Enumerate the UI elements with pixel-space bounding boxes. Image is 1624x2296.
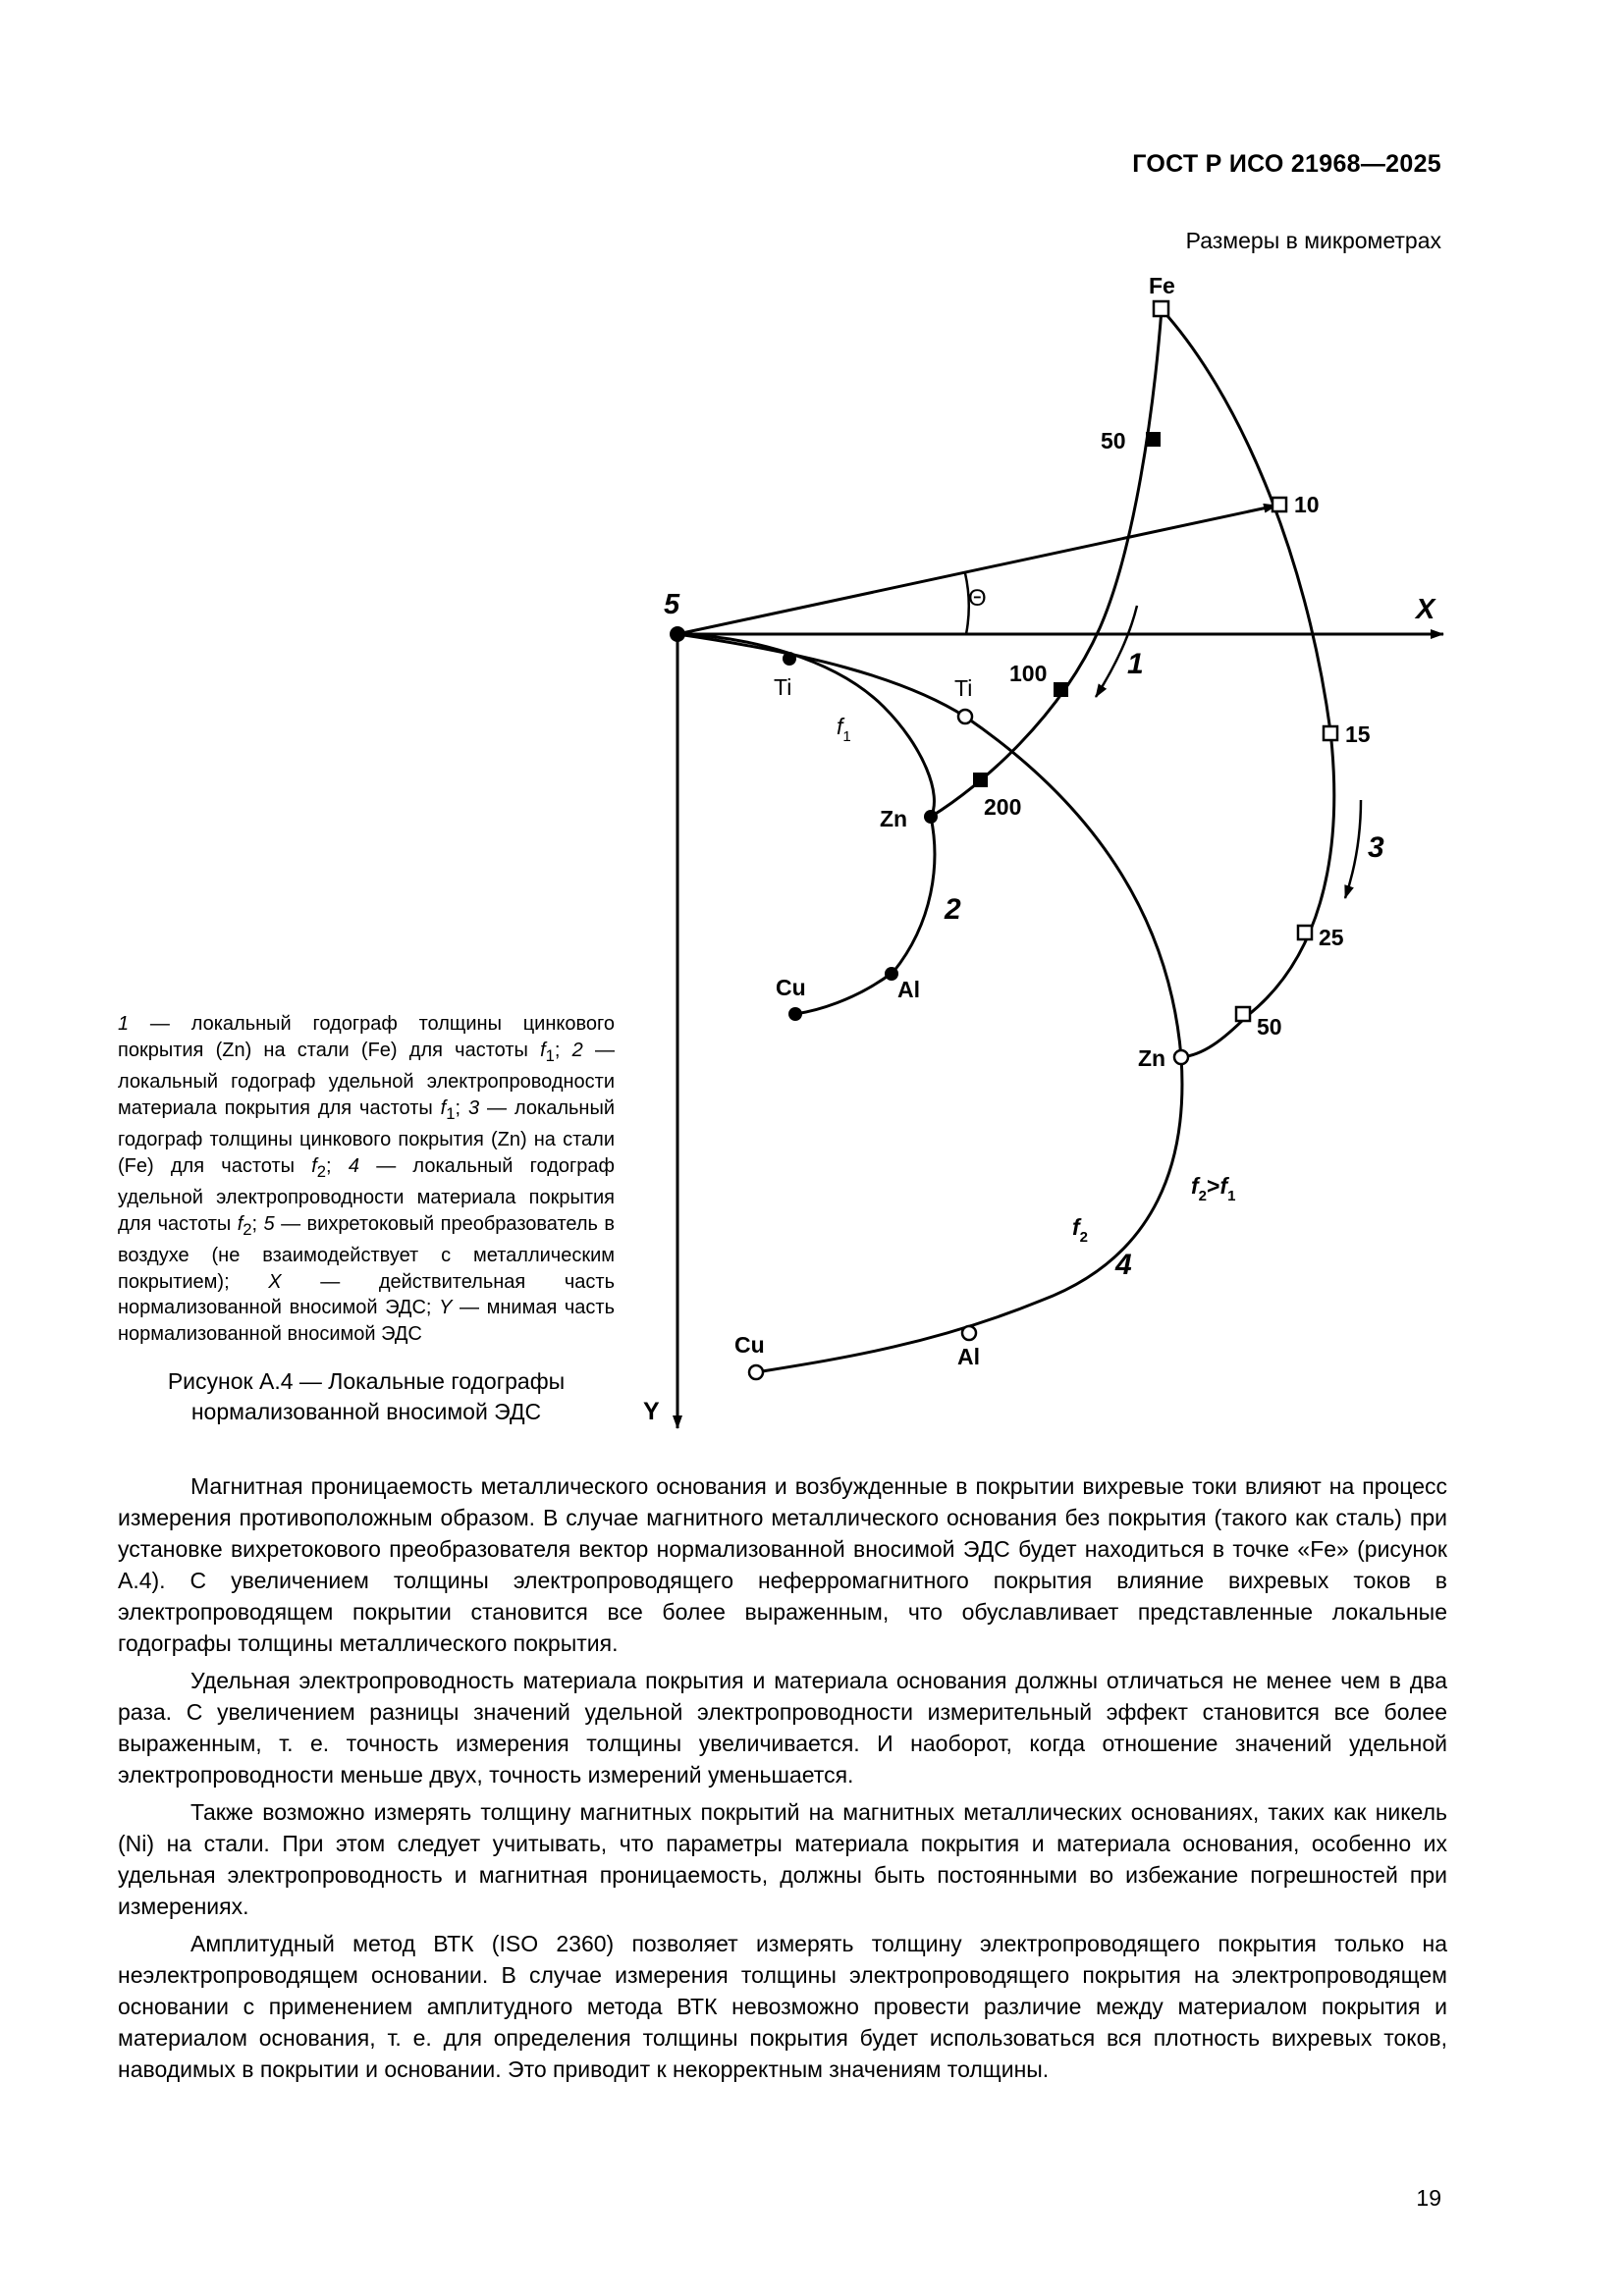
label-c3-50: 50 xyxy=(1257,1014,1282,1040)
legend-s2b: 2 xyxy=(243,1219,252,1239)
legend-f1b: f xyxy=(440,1096,447,1119)
curve-3 xyxy=(1162,309,1334,1057)
label-c4-al: Al xyxy=(957,1344,980,1369)
legend-t1: — локальный годограф толщины цинкового покрытия (Zn) на стали (Fe) для частоты xyxy=(118,1013,615,1061)
point-c2-ti xyxy=(783,652,796,666)
label-c4-f2 xyxy=(1072,1214,1088,1246)
legend-f2b: f xyxy=(237,1212,244,1235)
label-c3-15: 15 xyxy=(1345,721,1371,747)
legend-n1: 1 xyxy=(118,1013,130,1035)
paragraph-3: Также возможно измерять толщину магнитных покрытий на магнитных металлических основаниях, таких как никель (Ni) на стали. При этом следует учитывать, что параметры материала покрытия и материала основания, особенно их удельная электропроводность и магнитная проницаемость, должны быть постоянными во избежание погрешностей при измерениях. xyxy=(118,1799,1447,1919)
point-c1-200 xyxy=(973,773,988,787)
label-c4-cu: Cu xyxy=(734,1332,765,1358)
legend-n4: 4 xyxy=(348,1154,359,1177)
label-c2-f1-f: f xyxy=(837,714,843,739)
point-c4-ti xyxy=(958,710,972,723)
legend-t2: — локальный годограф удельной электропроводности материала покрытия для частоты xyxy=(118,1039,616,1119)
label-c2-f1 xyxy=(837,714,851,745)
point-c4-zn xyxy=(1174,1050,1188,1064)
direction-arrow-3 xyxy=(1345,800,1361,898)
label-curve-3: 3 xyxy=(1368,831,1384,864)
label-ineq-f2: f xyxy=(1191,1173,1199,1199)
label-axis-x: X xyxy=(1416,594,1435,625)
legend-nY: Y xyxy=(439,1297,453,1318)
curve-4 xyxy=(677,634,1182,1372)
point-c4-cu xyxy=(749,1365,763,1379)
label-ineq-f1-sub: 1 xyxy=(1227,1188,1236,1204)
label-c3-10: 10 xyxy=(1294,492,1320,517)
curve-1 xyxy=(931,309,1162,817)
caption-line-1: Рисунок А.4 — Локальные годографы xyxy=(167,1368,566,1394)
legend-tX: — действительная часть нормализованной вносимой ЭДС; xyxy=(118,1270,615,1318)
legend-t4: — локальный годограф удельной электропроводности материала покрытия для частоты xyxy=(118,1154,615,1235)
emf-vector xyxy=(677,506,1276,634)
legend-t5: — вихретоковый преобразователь в воздухе (не взаимодействует с металлическим покрытием); xyxy=(118,1212,616,1293)
label-c1-200: 200 xyxy=(984,794,1022,820)
legend-tY: — мнимая часть нормализованной вносимой ЭДС xyxy=(118,1297,615,1345)
legend-n3: 3 xyxy=(468,1096,480,1119)
legend-s1a: 1 xyxy=(545,1045,555,1065)
point-c2-zn xyxy=(924,810,938,824)
label-c2-al: Al xyxy=(897,977,920,1002)
point-c4-al xyxy=(962,1326,976,1340)
point-c2-cu xyxy=(788,1007,802,1021)
label-c2-f1-sub: 1 xyxy=(842,728,851,745)
label-c2-cu: Cu xyxy=(776,975,806,1000)
label-curve-2: 2 xyxy=(945,893,961,926)
label-ineq-op: > xyxy=(1207,1173,1220,1199)
label-c2-ti: Ti xyxy=(774,674,792,700)
point-c3-15 xyxy=(1324,726,1337,740)
label-f2-gt-f1 xyxy=(1191,1173,1235,1204)
point-c3-10 xyxy=(1272,498,1286,511)
legend-sep4: ; xyxy=(251,1212,258,1235)
units-note: Размеры в микрометрах xyxy=(1185,228,1441,253)
legend-f1a: f xyxy=(540,1039,546,1061)
legend-t3: — локальный годограф толщины цинкового покрытия (Zn) на стали (Fe) для частоты xyxy=(118,1096,615,1177)
paragraph-2: Удельная электропроводность материала покрытия и материала основания должны отличаться не менее чем в два раза. С увеличением разницы значений удельной электропроводности измерительный эффект становится все более выраженным, т. е. точность измерения толщины увеличивается. И наоборот, когда отношение значений удельной электропроводности меньше двух, точность измерений уменьшается. xyxy=(118,1668,1447,1788)
point-c1-50 xyxy=(1146,432,1161,447)
legend-sep1: ; xyxy=(554,1039,561,1061)
figure-caption xyxy=(118,1366,615,1427)
page-number: 19 xyxy=(1416,2185,1441,2211)
legend-sep2: ; xyxy=(455,1096,461,1119)
legend-s1b: 1 xyxy=(446,1103,456,1123)
label-fe: Fe xyxy=(1149,273,1175,298)
legend-sep3: ; xyxy=(326,1154,332,1177)
point-c1-fe xyxy=(1154,301,1168,316)
label-origin-5: 5 xyxy=(664,589,680,620)
label-c4-f2-sub: 2 xyxy=(1079,1229,1089,1246)
point-c3-25 xyxy=(1298,926,1312,939)
label-axis-y: Y xyxy=(643,1398,660,1425)
legend-s2a: 2 xyxy=(316,1161,327,1181)
point-c2-al xyxy=(885,967,898,981)
label-c4-f2-f: f xyxy=(1072,1214,1080,1240)
body-text xyxy=(118,1470,1447,2091)
label-ineq-f1: f xyxy=(1219,1173,1228,1199)
label-c2-zn: Zn xyxy=(880,806,908,831)
paragraph-4: Амплитудный метод ВТК (ISO 2360) позволяет измерять толщину электропроводящего покрытия только на неэлектропроводящем основании. В случае измерения толщины электропроводящего покрытия на электропроводящем основании с применением амплитудного метода ВТК невозможно провести различие между материалом покрытия и материалом основания, т. е. для определения толщины покрытия будет использоваться вся плотность вихревых токов, наводимых в покрытии и основании. Это приводит к некорректным значениям толщины. xyxy=(118,1931,1447,2082)
label-curve-4: 4 xyxy=(1115,1249,1132,1281)
label-theta: Θ xyxy=(968,585,987,612)
legend-n2: 2 xyxy=(571,1039,583,1061)
label-c1-100: 100 xyxy=(1009,661,1048,686)
legend-f2a: f xyxy=(311,1154,317,1177)
legend-nX: X xyxy=(268,1270,282,1293)
label-c1-50: 50 xyxy=(1101,428,1126,454)
label-c4-zn: Zn xyxy=(1138,1045,1166,1071)
point-c1-100 xyxy=(1054,682,1068,697)
label-c4-ti: Ti xyxy=(954,675,973,701)
document-header: ГОСТ Р ИСО 21968—2025 xyxy=(1132,150,1441,178)
label-curve-1: 1 xyxy=(1127,648,1144,680)
figure-legend xyxy=(118,1011,615,1347)
caption-line-2: нормализованной вносимой ЭДС xyxy=(190,1399,542,1424)
origin-point xyxy=(670,626,685,642)
paragraph-1: Магнитная проницаемость металлического основания и возбужденные в покрытии вихревые токи влияют на процесс измерения противоположным образом. В случае магнитного металлического основания без покрытия (такого как сталь) при установке вихретокового преобразователя вектор нормализованной вносимой ЭДС будет находиться в точке «Fe» (рисунок А.4). С увеличением толщины электропроводящего неферромагнитного покрытия влияние вихревых токов в электропроводящем покрытии становится все более выраженным, что обуславливает представленные локальные годографы толщины металлического покрытия. xyxy=(118,1473,1447,1656)
label-ineq-f2-sub: 2 xyxy=(1198,1188,1208,1204)
label-c3-25: 25 xyxy=(1319,925,1344,950)
legend-n5: 5 xyxy=(263,1212,275,1235)
point-c3-50 xyxy=(1236,1007,1250,1021)
